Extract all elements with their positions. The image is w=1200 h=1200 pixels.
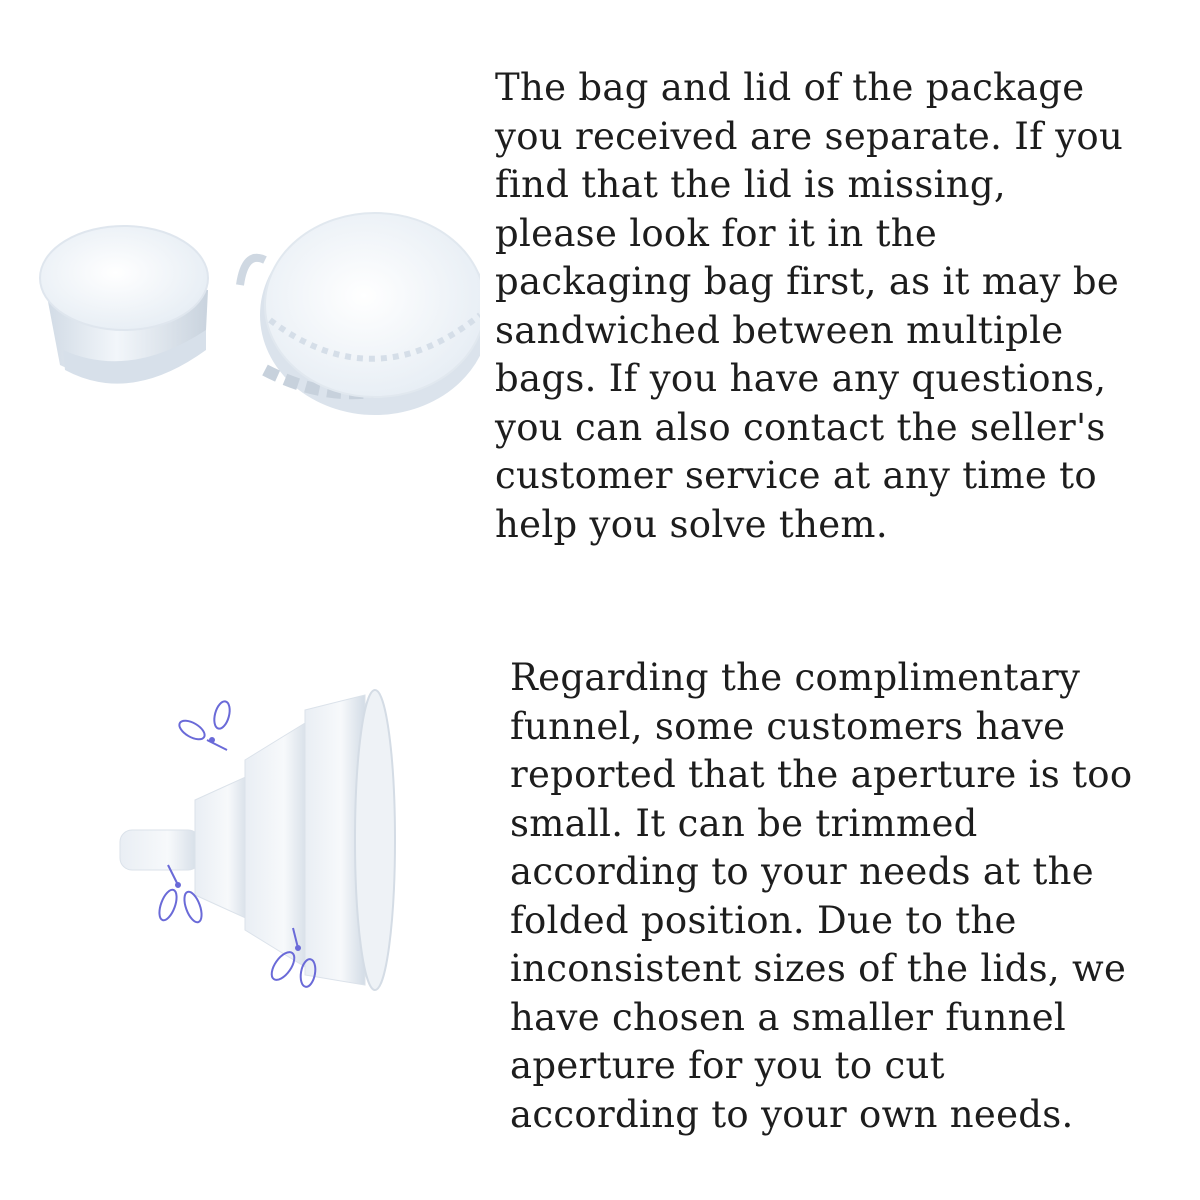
bottle-caps-icon [20,200,480,430]
funnel-notice-text: Regarding the complimentary funnel, some customers have reported that the aperture is too small. It can be trimmed according to your needs at the folded position. Due to the inconsistent sizes of the lids, we have chosen a smaller funnel aperture for you to cut according to your own needs. [510,656,1133,1136]
funnel-notice-section [0,600,1200,1200]
collapsible-funnel-icon [100,680,420,1020]
lid-notice-text: The bag and lid of the package you received are separate. If you find that the lid is missing, please look for it in the packaging bag first, as it may be sandwiched between multiple bags. If you have any questions, you can also contact the seller's customer service at any time to help you solve them. [495,66,1124,546]
